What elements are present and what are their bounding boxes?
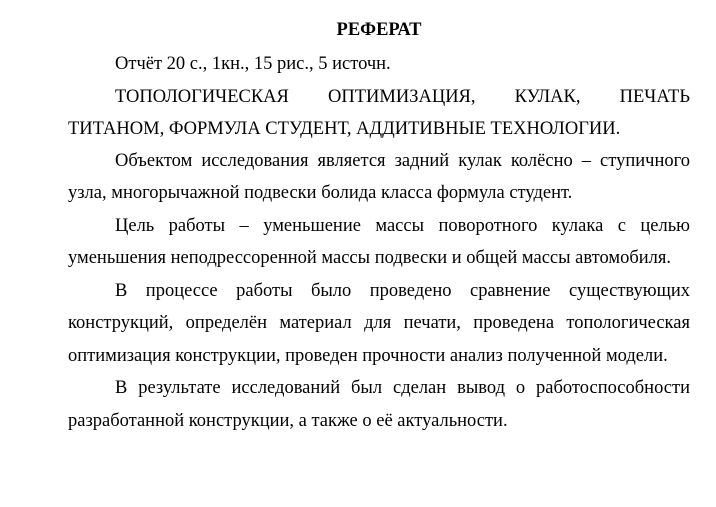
keywords-line-2: ТИТАНОМ, ФОРМУЛА СТУДЕНТ, АДДИТИВНЫЕ ТЕХНОЛОГИИ. [68, 118, 621, 139]
paragraph-object: Объектом исследования является задний кулак колёсно – ступичного узла, многорычажной подвески болида класса формула студент. [68, 150, 690, 203]
keywords-block [68, 81, 690, 145]
keyword: КУЛАК, [514, 86, 581, 107]
paragraph-result: В результате исследований был сделан вывод о работоспособности разработанной конструкции, а также о её актуальности. [68, 378, 690, 431]
paragraph-process: В процессе работы было проведено сравнение существующих конструкций, определён материал для печати, проведена топологическая оптимизация конструкции, проведен прочности анализ полученной модели. [68, 280, 690, 366]
keyword: ТОПОЛОГИЧЕСКАЯ [115, 86, 289, 107]
report-summary: Отчёт 20 с., 1кн., 15 рис., 5 источн. [115, 54, 391, 74]
document-page [68, 16, 690, 437]
keyword: ПЕЧАТЬ [619, 86, 690, 107]
document-title: РЕФЕРАТ [336, 20, 422, 40]
keywords-line-1 [68, 81, 690, 113]
keyword: ОПТИМИЗАЦИЯ, [328, 86, 476, 107]
paragraph-goal: Цель работы – уменьшение массы поворотного кулака с целью уменьшения неподрессоренной массы подвески и общей массы автомобиля. [68, 215, 690, 268]
